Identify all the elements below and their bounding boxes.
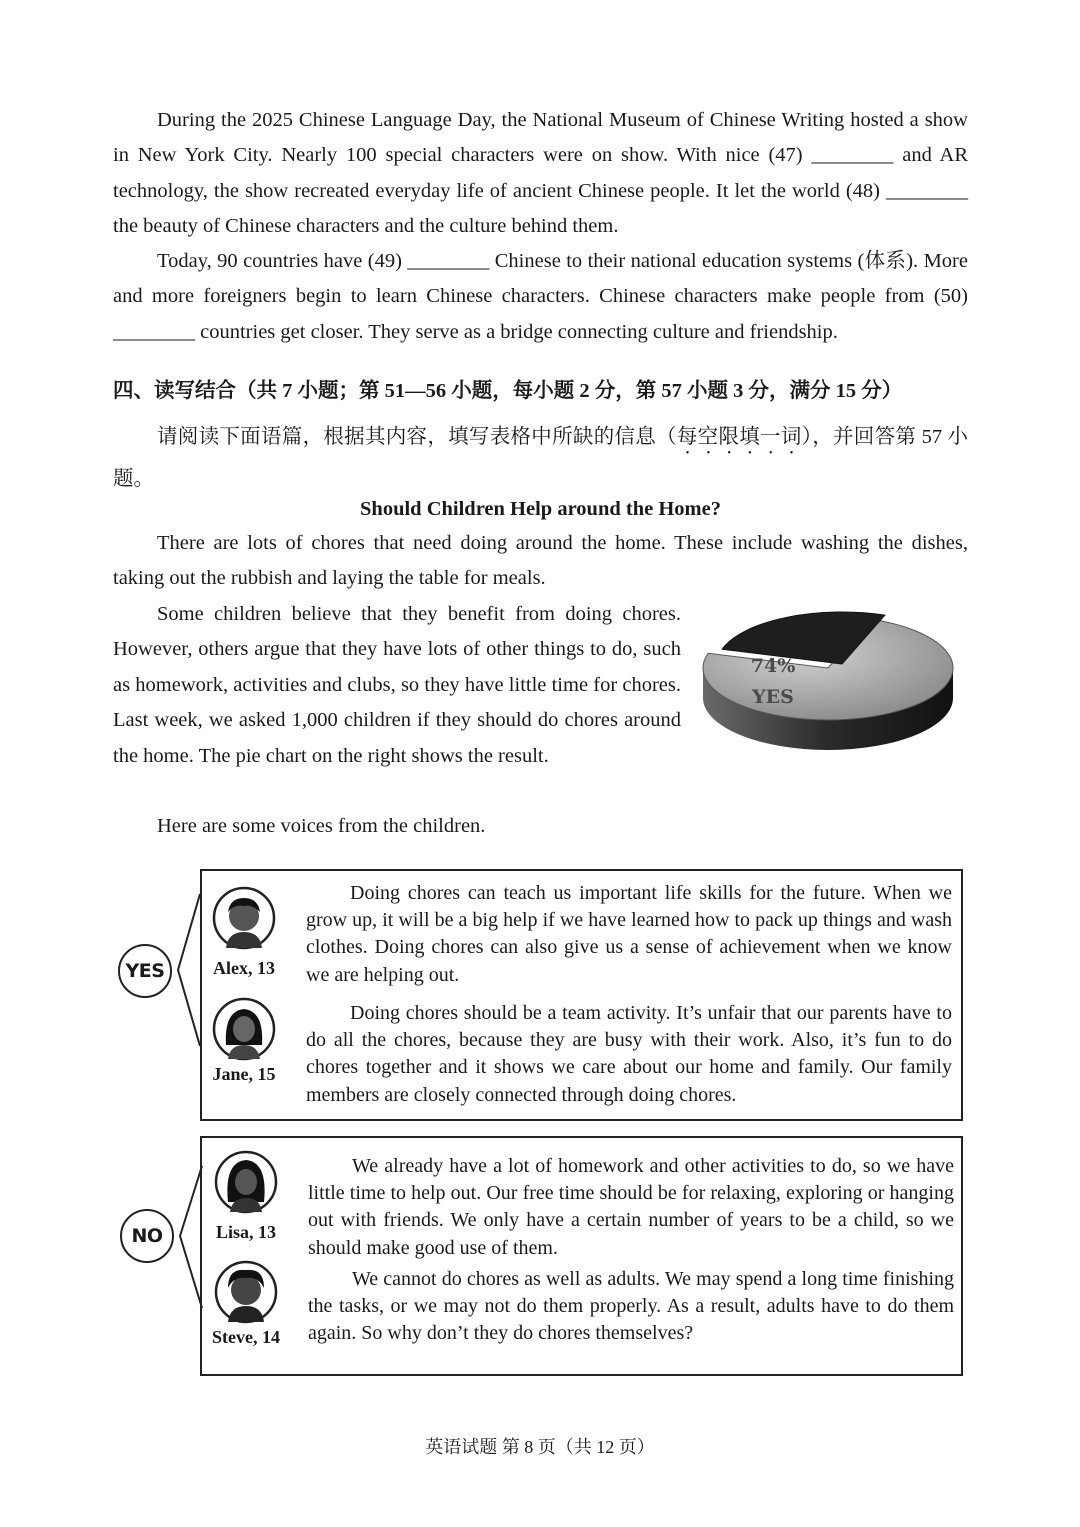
instruction-before: 请阅读下面语篇，根据其内容，填写表格中所缺的信息（	[157, 426, 677, 448]
page-footer: 英语试题 第 8 页（共 12 页）	[425, 1437, 655, 1457]
yes-badge: YES	[118, 944, 172, 998]
child-name-alex: Alex, 13	[213, 958, 275, 978]
no-badge: NO	[120, 1209, 174, 1263]
instruction-emphasis: 每空限填一词	[676, 426, 802, 448]
child-name-jane: Jane, 15	[212, 1064, 276, 1084]
article-title: Should Children Help around the Home?	[360, 498, 721, 520]
avatar-girl-icon	[214, 1150, 278, 1214]
avatar-boy-icon	[214, 1260, 278, 1324]
voice-alex: Doing chores can teach us important life skills for the future. When we grow up, it will be a big help if we have learned how to pack up things and wash clothes. Doing chores can also give us a sense of achievement when we know we are helping out.	[306, 882, 952, 986]
avatar-boy-icon	[212, 886, 276, 950]
instruction-after: ），并回答第 57 小题。	[113, 426, 969, 490]
article-paragraph-3: Here are some voices from the children.	[157, 815, 486, 837]
pie-percent-label: 74%	[750, 655, 796, 677]
voice-jane: Doing chores should be a team activity. It’s unfair that our parents have to do all the chores, because they are busy with their work. Also, it’s fun to do chores together and it shows we care about our home and family. Our family members are closely connected through doing chores.	[306, 1002, 952, 1106]
cloze-paragraph-2: Today, 90 countries have (49) ________ Chinese to their national education systems (体系). More and more foreigners begin to learn Chinese characters. Chinese characters make people from (50) ________ countries get closer. They serve as a bridge connecting culture and friendship.	[113, 250, 968, 343]
cloze-paragraph-1: During the 2025 Chinese Language Day, the National Museum of Chinese Writing hosted a show in New York City. Nearly 100 special characters were on show. With nice (47) ________ and AR technology, the show recreated everyday life of ancient Chinese people. It let the world (48) ________ the beauty of Chinese characters and the culture behind them.	[113, 109, 968, 238]
article-paragraph-1: There are lots of chores that need doing around the home. These include washing the dishes, taking out the rubbish and laying the table for meals.	[113, 532, 968, 590]
voice-steve: We cannot do chores as well as adults. We may spend a long time finishing the tasks, or we may not do them properly. As a result, adults have to do them again. So why don’t they do chores themselves?	[308, 1268, 954, 1345]
child-name-lisa: Lisa, 13	[215, 1222, 276, 1242]
avatar-girl-icon	[212, 997, 276, 1061]
section-heading: 四、读写结合（共 7 小题；第 51—56 小题，每小题 2 分，第 57 小题 3 分，满分 15 分）	[113, 380, 903, 402]
child-name-steve: Steve, 14	[212, 1327, 280, 1347]
section-instruction	[113, 417, 968, 500]
voice-lisa: We already have a lot of homework and other activities to do, so we have little time to help out. Our free time should be for relaxing, exploring or hanging out with friends. We only have a certain number of years to be a child, so we should make good use of them.	[308, 1155, 954, 1259]
pie-chart	[698, 610, 968, 760]
pie-answer-label: YES	[752, 686, 794, 708]
article-paragraph-2: Some children believe that they benefit from doing chores. However, others argue that they have lots of other things to do, such as homework, activities and clubs, so they have little time for chores. Last week, we asked 1,000 children if they should do chores around the home. The pie chart on the right shows the result.	[113, 603, 681, 767]
